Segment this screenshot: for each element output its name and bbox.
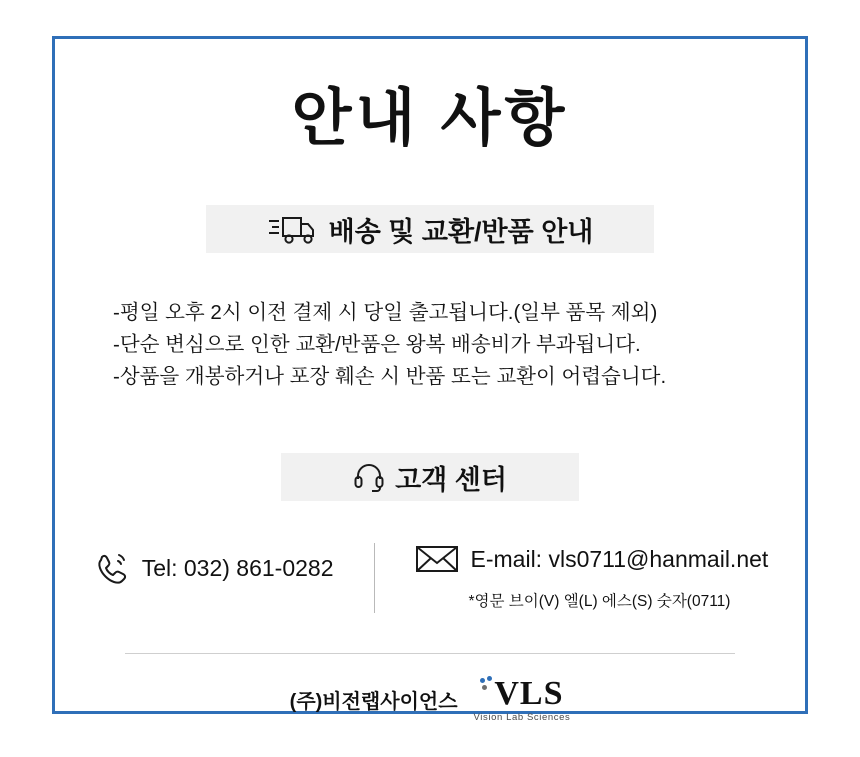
email-contact	[381, 543, 769, 611]
logo-dots-icon	[480, 676, 494, 704]
section-header-customer-center	[281, 453, 579, 501]
delivery-truck-icon	[267, 212, 319, 246]
notice-card	[52, 36, 808, 724]
email-note: *영문 브이(V) 엘(L) 에스(S) 숫자(0711)	[468, 593, 731, 611]
page-title: 안내 사항	[291, 84, 569, 153]
phone-number: Tel: 032) 861-0282	[141, 554, 334, 581]
list-item: -평일 오후 2시 이전 결제 시 당일 출고됩니다.(일부 품목 제외)	[113, 301, 658, 325]
logo-text: VLS	[494, 675, 564, 713]
headset-icon	[353, 462, 385, 492]
section-label-customer-center: 고객 센터	[395, 464, 507, 495]
section-label-shipping: 배송 및 교환/반품 안내	[328, 216, 594, 247]
footer	[55, 676, 805, 723]
phone-ringing-icon	[92, 549, 130, 587]
footer-divider	[125, 653, 735, 654]
shipping-notes-list	[113, 297, 805, 393]
contact-row	[55, 543, 805, 613]
logo-subtitle: Vision Lab Sciences	[473, 712, 571, 724]
section-header-shipping	[206, 205, 654, 253]
list-item: -단순 변심으로 인한 교환/반품은 왕복 배송비가 부과됩니다.	[113, 333, 641, 357]
email-address: E-mail: vls0711@hanmail.net	[470, 545, 769, 572]
contact-divider	[374, 543, 375, 613]
list-item: -상품을 개봉하거나 포장 훼손 시 반품 또는 교환이 어렵습니다.	[113, 365, 667, 389]
vls-logo	[474, 676, 571, 723]
phone-contact	[92, 543, 368, 587]
envelope-icon	[415, 543, 459, 575]
company-name: (주)비전랩사이언스	[289, 690, 458, 713]
